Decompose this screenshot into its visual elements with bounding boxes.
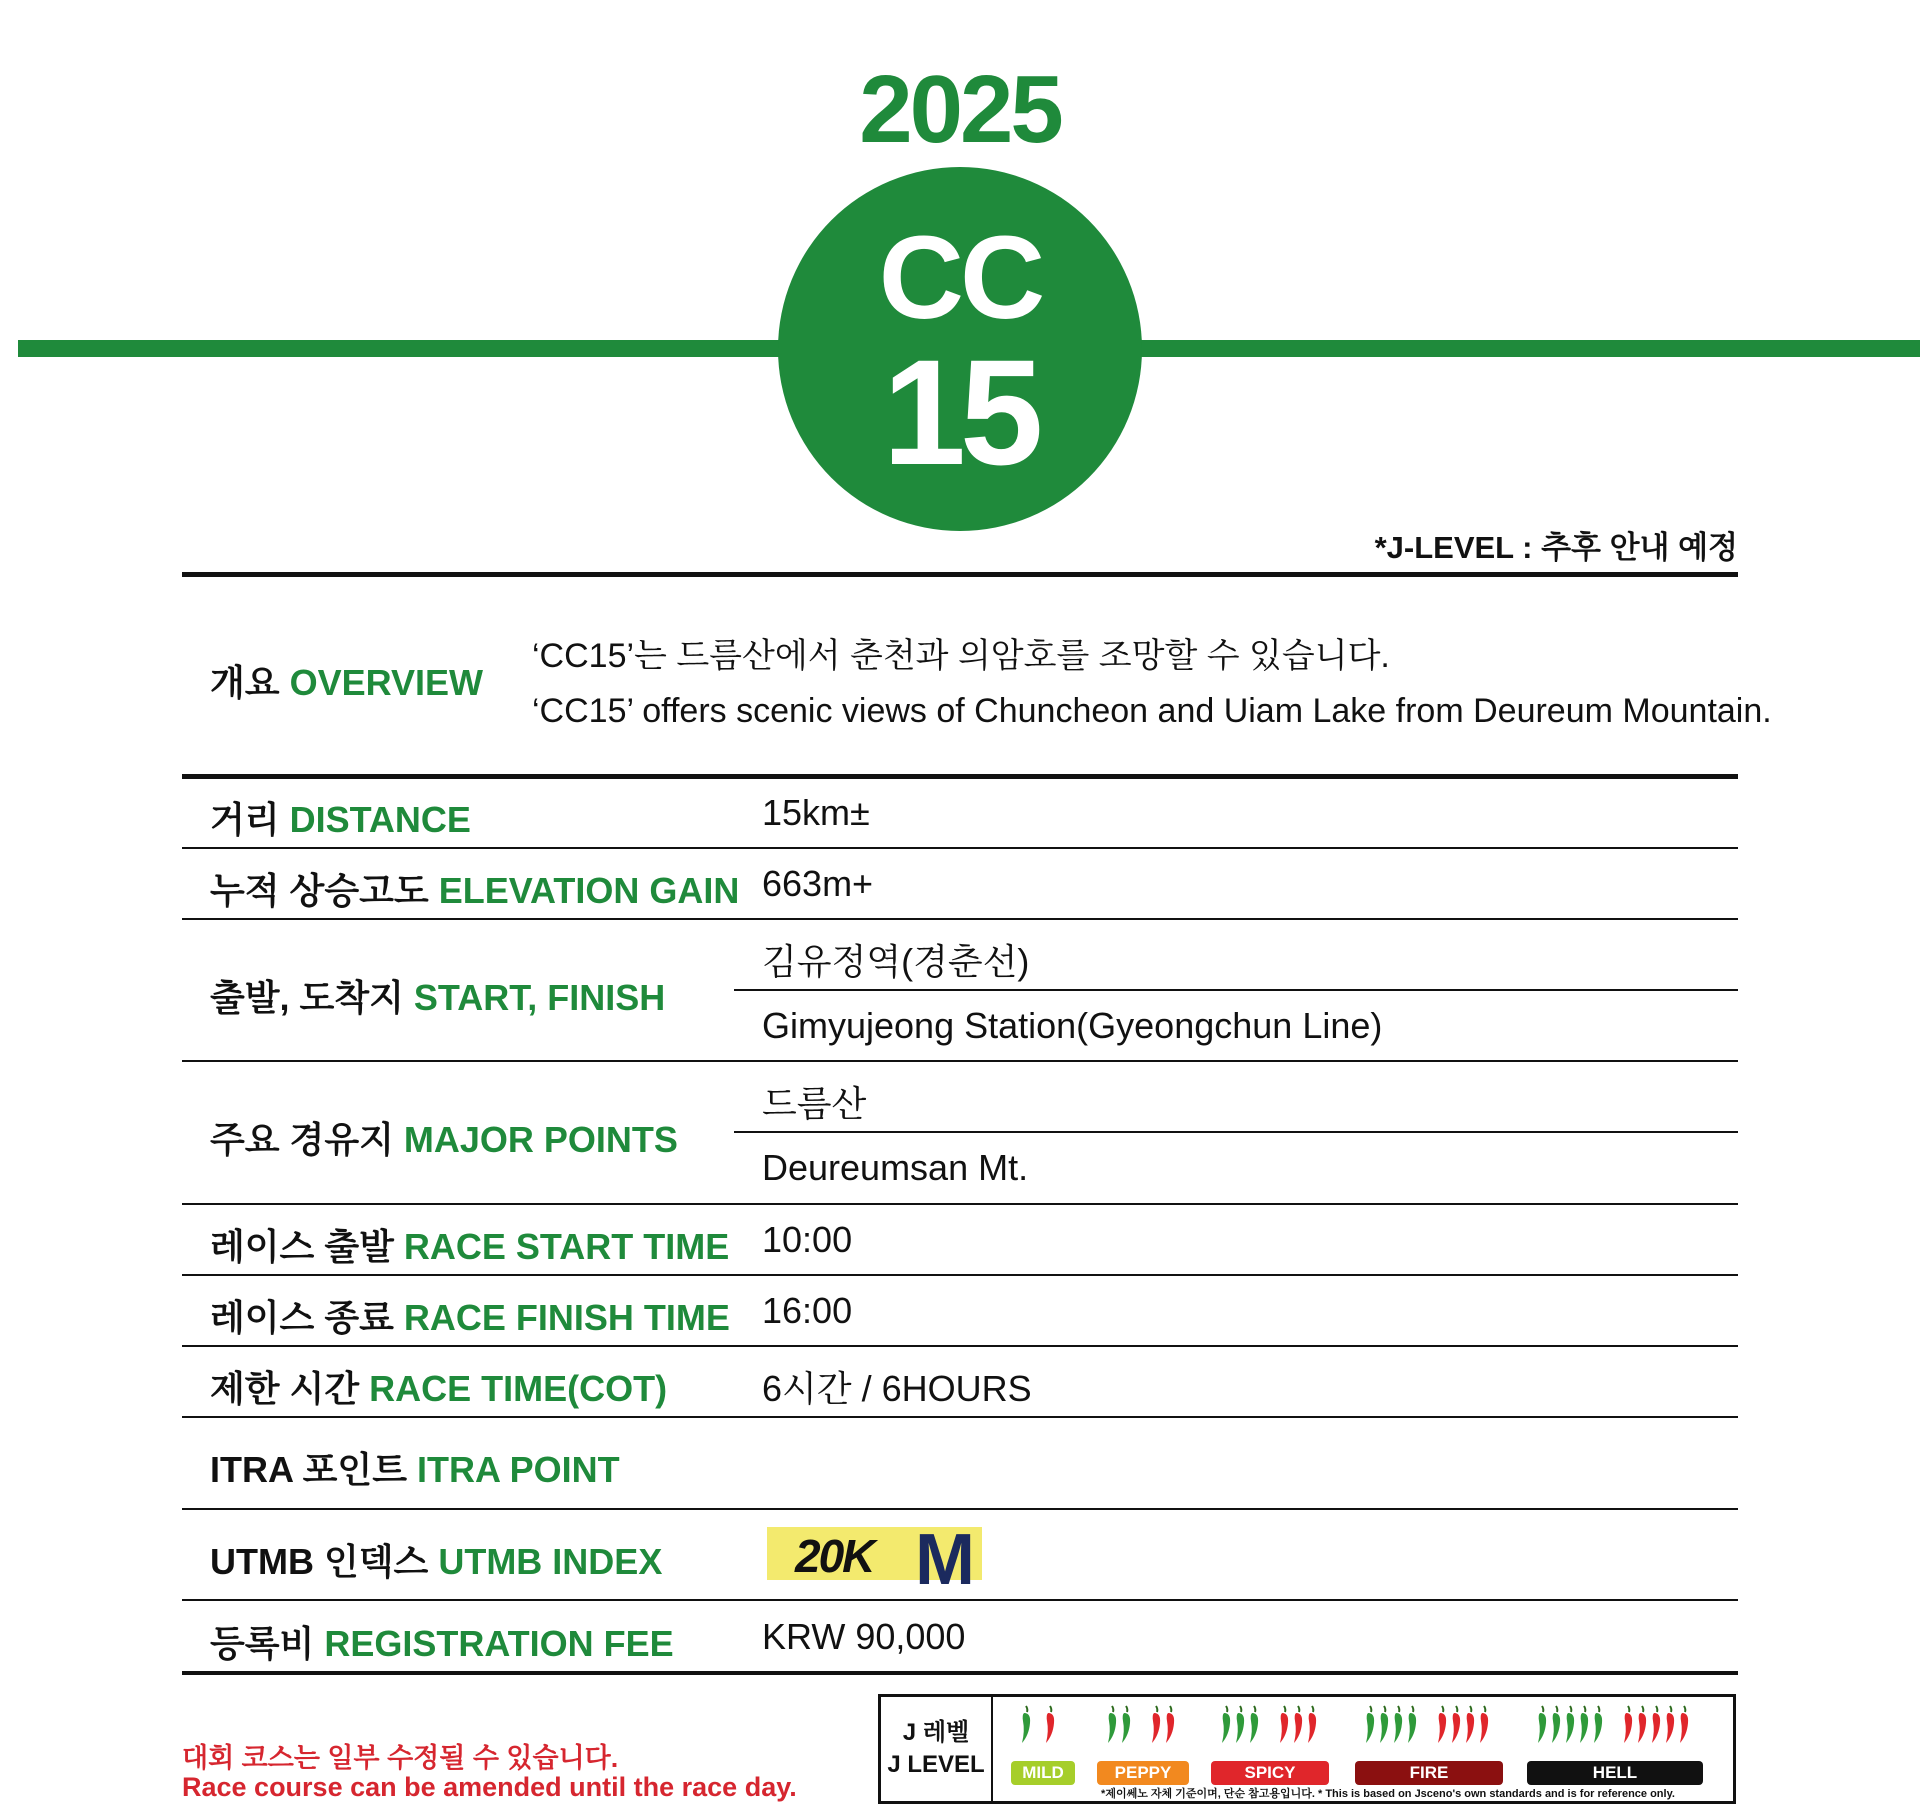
row-divider bbox=[182, 1060, 1738, 1062]
jlevel-hell-label: HELL bbox=[1527, 1761, 1703, 1785]
race-finish-label-ko: 레이스 종료 bbox=[210, 1297, 394, 1338]
cot-label-ko: 제한 시간 bbox=[210, 1368, 360, 1409]
race-finish-label bbox=[210, 1290, 730, 1341]
overview-label-en: OVERVIEW bbox=[289, 662, 483, 703]
row-divider bbox=[182, 918, 1738, 920]
notice-ko: 대회 코스는 일부 수정될 수 있습니다. bbox=[182, 1743, 619, 1773]
major-points-value-ko: 드름산 bbox=[762, 1083, 867, 1124]
major-points-label-ko: 주요 경유지 bbox=[210, 1119, 394, 1160]
distance-value: 15km± bbox=[762, 792, 870, 833]
cot-value: 6시간 / 6HOURS bbox=[762, 1368, 1032, 1409]
pepper-icon-group bbox=[1105, 1705, 1177, 1750]
jlevel-footnote: *제이쎄노 자체 기준이며, 단순 참고용입니다. * This is based on Jsceno's own standards and is for reference only. bbox=[1101, 1788, 1675, 1800]
major-points-label-en: MAJOR POINTS bbox=[403, 1119, 678, 1160]
race-start-label-en: RACE START TIME bbox=[403, 1226, 730, 1267]
race-finish-label-en: RACE FINISH TIME bbox=[403, 1297, 730, 1338]
major-points-label bbox=[210, 1112, 678, 1163]
start-finish-value-ko: 김유정역(경춘선) bbox=[762, 941, 1030, 982]
elevation-value: 663m+ bbox=[762, 863, 874, 904]
overview-label-ko: 개요 bbox=[210, 662, 280, 703]
fee-label-ko: 등록비 bbox=[210, 1623, 315, 1664]
jlevel-note: *J-LEVEL : 추후 안내 예정 bbox=[1374, 530, 1738, 565]
distance-label-en: DISTANCE bbox=[289, 799, 471, 840]
cot-label-en: RACE TIME(COT) bbox=[369, 1368, 668, 1409]
itra-label bbox=[210, 1442, 620, 1493]
jlevel-title-en: J LEVEL bbox=[887, 1751, 985, 1778]
jlevel-legend bbox=[878, 1694, 1736, 1804]
jlevel-title-ko: J 레벨 bbox=[902, 1719, 970, 1746]
utmb-category: 20K bbox=[795, 1530, 874, 1582]
itra-label-en: ITRA POINT bbox=[417, 1449, 620, 1490]
race-start-label-ko: 레이스 출발 bbox=[210, 1226, 394, 1267]
race-start-label bbox=[210, 1219, 729, 1270]
utmb-label-ko: UTMB 인덱스 bbox=[210, 1541, 429, 1582]
race-start-value: 10:00 bbox=[762, 1219, 853, 1260]
header-line-left bbox=[18, 340, 784, 357]
jlevel-fire-label: FIRE bbox=[1355, 1761, 1503, 1785]
overview-bottom-rule bbox=[182, 774, 1738, 779]
event-year: 2025 bbox=[859, 56, 1061, 163]
row-divider bbox=[182, 1274, 1738, 1276]
pepper-icon-group bbox=[1219, 1705, 1319, 1750]
start-finish-label-ko: 출발, 도착지 bbox=[210, 977, 404, 1018]
start-finish-value-en: Gimyujeong Station(Gyeongchun Line) bbox=[762, 1005, 1383, 1046]
itra-label-ko: ITRA 포인트 bbox=[210, 1449, 407, 1490]
fee-value: KRW 90,000 bbox=[762, 1616, 966, 1657]
utmb-index-badge bbox=[767, 1520, 982, 1600]
pepper-icon-group bbox=[1019, 1705, 1057, 1750]
course-code: CC bbox=[878, 212, 1042, 344]
overview-text-en: ‘CC15’ offers scenic views of Chuncheon and Uiam Lake from Deureum Mountain. bbox=[532, 692, 1772, 730]
elevation-label-ko: 누적 상승고도 bbox=[210, 870, 429, 911]
start-finish-label-en: START, FINISH bbox=[413, 977, 666, 1018]
row-divider bbox=[182, 1508, 1738, 1510]
row-divider bbox=[182, 1345, 1738, 1347]
pepper-icon-group bbox=[1535, 1705, 1691, 1750]
fee-label-en: REGISTRATION FEE bbox=[324, 1623, 674, 1664]
jlevel-mild-label: MILD bbox=[1011, 1761, 1075, 1785]
utmb-label bbox=[210, 1534, 662, 1585]
jlevel-spicy-label: SPICY bbox=[1211, 1761, 1329, 1785]
elevation-label-en: ELEVATION GAIN bbox=[438, 870, 740, 911]
notice-en: Race course can be amended until the race day. bbox=[182, 1772, 797, 1802]
table-top-rule bbox=[182, 572, 1738, 577]
row-subdivider bbox=[734, 1131, 1738, 1133]
overview-text-ko: ‘CC15’는 드름산에서 춘천과 의암호를 조망할 수 있습니다. bbox=[532, 637, 1390, 675]
header-line-right bbox=[1136, 340, 1920, 357]
course-number: 15 bbox=[882, 328, 1038, 496]
row-subdivider bbox=[734, 989, 1738, 991]
row-divider bbox=[182, 847, 1738, 849]
fee-label bbox=[210, 1616, 674, 1667]
utmb-label-en: UTMB INDEX bbox=[438, 1541, 663, 1582]
start-finish-label bbox=[210, 970, 665, 1021]
row-divider bbox=[182, 1203, 1738, 1205]
major-points-value-en: Deureumsan Mt. bbox=[762, 1147, 1029, 1188]
pepper-icon-group bbox=[1363, 1705, 1491, 1750]
overview-label bbox=[210, 655, 483, 706]
table-bottom-rule bbox=[182, 1671, 1738, 1675]
jlevel-legend-title bbox=[881, 1697, 993, 1801]
utmb-logo-icon: M bbox=[915, 1520, 971, 1600]
elevation-label bbox=[210, 863, 739, 914]
race-finish-value: 16:00 bbox=[762, 1290, 853, 1331]
distance-label bbox=[210, 792, 471, 843]
cot-label bbox=[210, 1361, 667, 1412]
course-badge bbox=[778, 167, 1142, 531]
row-divider bbox=[182, 1416, 1738, 1418]
distance-label-ko: 거리 bbox=[210, 799, 280, 840]
jlevel-peppy-label: PEPPY bbox=[1097, 1761, 1189, 1785]
